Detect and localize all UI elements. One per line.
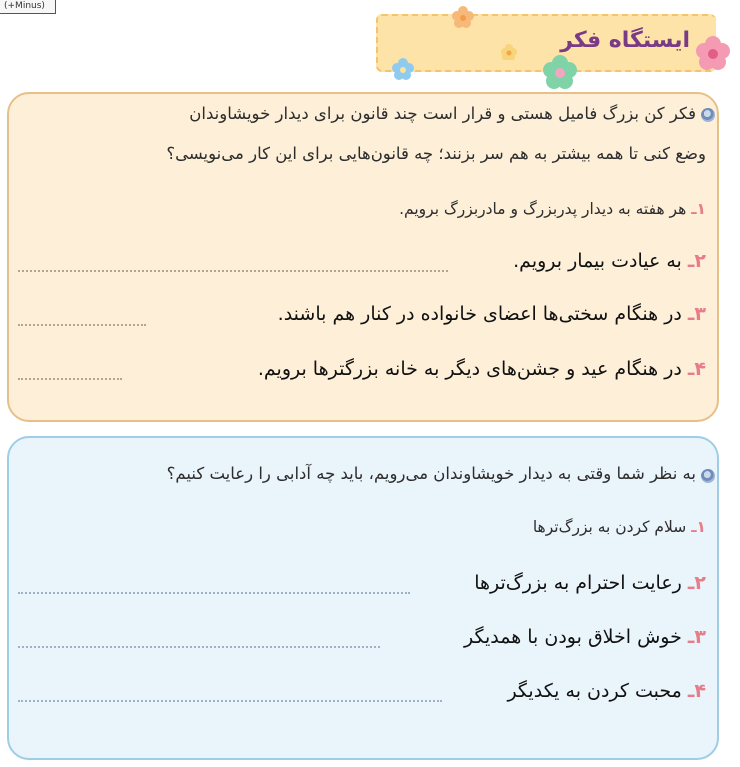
answer-1-2[interactable] xyxy=(513,250,706,272)
item-number: ۳ـ xyxy=(687,303,706,325)
answer-2-1 xyxy=(533,518,706,536)
bullet-icon xyxy=(701,469,715,483)
answer-text: در هنگام عید و جشن‌های دیگر به خانه بزرگترها برویم. xyxy=(257,358,682,380)
answer-2-2[interactable] xyxy=(474,572,706,594)
answer-text: خوش اخلاق بودن با همدیگر xyxy=(463,626,682,648)
answer-1-3[interactable] xyxy=(278,303,706,325)
answer-2-4[interactable] xyxy=(507,680,706,702)
answer-text: رعایت احترام به بزرگ‌ترها xyxy=(474,572,682,594)
green-flower-icon xyxy=(543,55,577,89)
answer-text: به عیادت بیمار برویم. xyxy=(513,250,682,272)
item-number: ۳ـ xyxy=(687,626,706,648)
item-number: ۱ـ xyxy=(691,518,706,536)
item-number: ۲ـ xyxy=(687,572,706,594)
item-number: ۲ـ xyxy=(687,250,706,272)
pink-flower-icon xyxy=(696,36,730,70)
answer-text: محبت کردن به یکدیگر xyxy=(507,680,682,702)
item-number: ۴ـ xyxy=(687,680,706,702)
yellow-flower-icon xyxy=(501,44,517,60)
answer-text: سلام کردن به بزرگ‌ترها xyxy=(532,518,687,536)
blue-flower-icon xyxy=(392,58,414,80)
answer-line xyxy=(18,378,122,380)
item-number: ۴ـ xyxy=(687,358,706,380)
corner-tag: (+Minus) xyxy=(0,0,56,14)
bullet-icon xyxy=(701,108,715,122)
answer-line xyxy=(18,324,146,326)
question-2: به نظر شما وقتی به دیدار خویشاوندان می‌رویم، باید چه آدابی را رعایت کنیم؟ xyxy=(166,464,696,483)
answer-line xyxy=(18,700,442,702)
answer-line xyxy=(18,270,448,272)
page-title: ایستگاه فکر xyxy=(560,28,690,53)
answer-text: هر هفته به دیدار پدربزرگ و مادربزرگ برویم. xyxy=(399,200,687,218)
answer-line xyxy=(18,592,410,594)
answer-2-3[interactable] xyxy=(464,626,706,648)
orange-flower-icon xyxy=(452,6,474,28)
answer-1-1 xyxy=(399,200,706,218)
answer-text: در هنگام سختی‌ها اعضای خانواده در کنار هم باشند. xyxy=(277,303,682,325)
item-number: ۱ـ xyxy=(691,200,706,218)
question-box-2 xyxy=(7,436,719,760)
question-1-line-2: وضع کنی تا همه بیشتر به هم سر بزنند؛ چه قانون‌هایی برای این کار می‌نویسی؟ xyxy=(166,144,706,163)
answer-1-4[interactable] xyxy=(258,358,706,380)
question-1-line-1: فکر کن بزرگ فامیل هستی و قرار است چند قانون برای دیدار خویشاوندان xyxy=(189,104,696,123)
answer-line xyxy=(18,646,380,648)
